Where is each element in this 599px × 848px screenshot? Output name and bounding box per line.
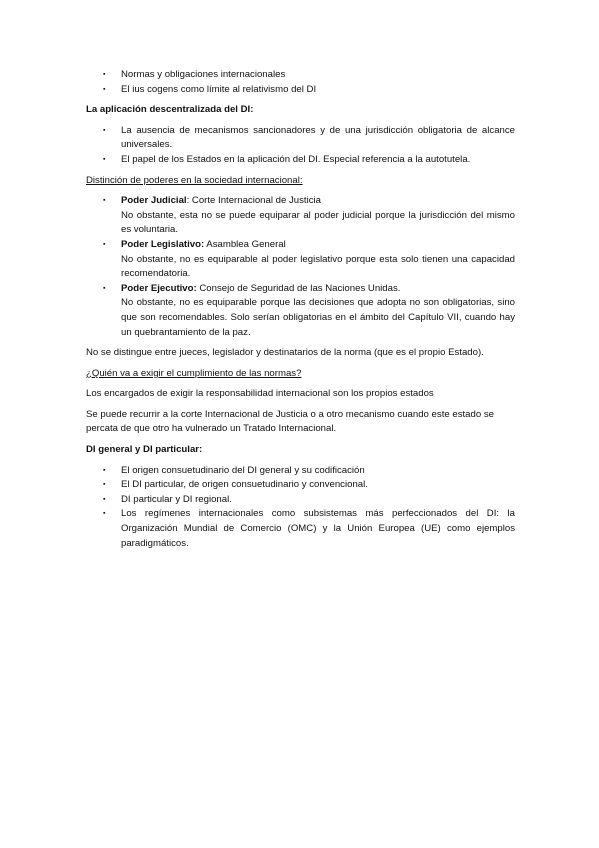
list-item — [86, 478, 515, 493]
list-item-text: El origen consuetudinario del DI general y su codificación — [121, 464, 365, 476]
list-item — [86, 68, 515, 83]
section-heading-cumplimiento: ¿Quién va a exigir el cumplimiento de las normas? — [86, 367, 302, 379]
poder-note: No obstante, no es equiparable al poder legislativo porque esta solo tienen una capacidad recomendatoria. — [121, 253, 515, 280]
poder-term: Poder Ejecutivo: — [121, 282, 197, 294]
list-item-text: Normas y obligaciones internacionales — [121, 69, 286, 80]
paragraph: Se puede recurrir a la corte Internacional de Justicia o a otro mecanismo cuando este estado se percata de que otro ha vulnerado un Tratado Internacional. — [86, 408, 494, 435]
bullet-icon: ▪ — [103, 71, 106, 78]
poder-value: : Corte Internacional de Justicia — [186, 195, 321, 207]
bullet-icon: ▪ — [103, 510, 106, 518]
list-item-text: El papel de los Estados en la aplicación del DI. Especial referencia a la autotutela. — [121, 153, 471, 165]
poder-note: No obstante, no es equiparable porque las decisiones que adopta no son obligatorias, sino que son recomendables. Solo serían obligatorias en el ámbito del Capítulo VII, cuando hay un quebrantamiento de la paz. — [121, 297, 515, 338]
section-heading-aplicacion: La aplicación descentralizada del DI: — [86, 104, 254, 116]
poder-term: Poder Legislativo: — [121, 238, 205, 250]
list-item — [86, 83, 515, 98]
bullet-icon: ▪ — [103, 481, 106, 489]
intro-list — [86, 68, 515, 97]
list-item-text: Los regímenes internacionales como subsistemas más perfeccionados del DI: la Organización Mundial de Comercio (OMC) y la Unión Europea (UE) como ejemplos paradigmáticos. — [121, 508, 515, 549]
bullet-icon: ▪ — [103, 197, 106, 205]
section-heading-di-general: DI general y DI particular: — [86, 444, 203, 456]
list-item — [86, 282, 515, 340]
bullet-icon: ▪ — [103, 85, 106, 93]
list-item-text: DI particular y DI regional. — [121, 493, 232, 505]
section-heading-poderes: Distinción de poderes en la sociedad internacional: — [86, 174, 303, 186]
list-item-text: La ausencia de mecanismos sancionadores y de una jurisdicción obligatoria de alcance universales. — [121, 124, 515, 151]
poder-value: Consejo de Seguridad de las Naciones Unidas. — [196, 282, 401, 294]
bullet-icon: ▪ — [103, 126, 106, 134]
poderes-list — [86, 194, 515, 340]
bullet-icon: ▪ — [103, 284, 106, 292]
list-item — [86, 507, 515, 551]
poder-note: No obstante, esta no se puede equiparar al poder judicial porque la jurisdicción del mismo es voluntaria. — [121, 209, 515, 236]
poder-value: Asamblea General — [204, 238, 286, 250]
list-item — [86, 194, 515, 238]
list-item — [86, 124, 515, 153]
list-item-text: El DI particular, de origen consuetudinario y convencional. — [121, 479, 368, 491]
aplicacion-list — [86, 124, 515, 168]
bullet-icon: ▪ — [103, 240, 106, 248]
bullet-icon: ▪ — [103, 495, 106, 503]
paragraph: No se distingue entre jueces, legislador y destinatarios de la norma (que es el propio Estado). — [86, 347, 484, 359]
di-list — [86, 464, 515, 552]
list-item — [86, 493, 515, 508]
poder-term: Poder Judicial — [121, 195, 187, 207]
paragraph: Los encargados de exigir la responsabilidad internacional son los propios estados — [86, 388, 434, 400]
document-body — [86, 68, 515, 551]
bullet-icon: ▪ — [103, 155, 106, 163]
list-item — [86, 153, 515, 168]
bullet-icon: ▪ — [103, 466, 106, 474]
list-item-text: El ius cogens como límite al relativismo del DI — [121, 83, 317, 95]
list-item — [86, 238, 515, 282]
list-item — [86, 464, 515, 479]
